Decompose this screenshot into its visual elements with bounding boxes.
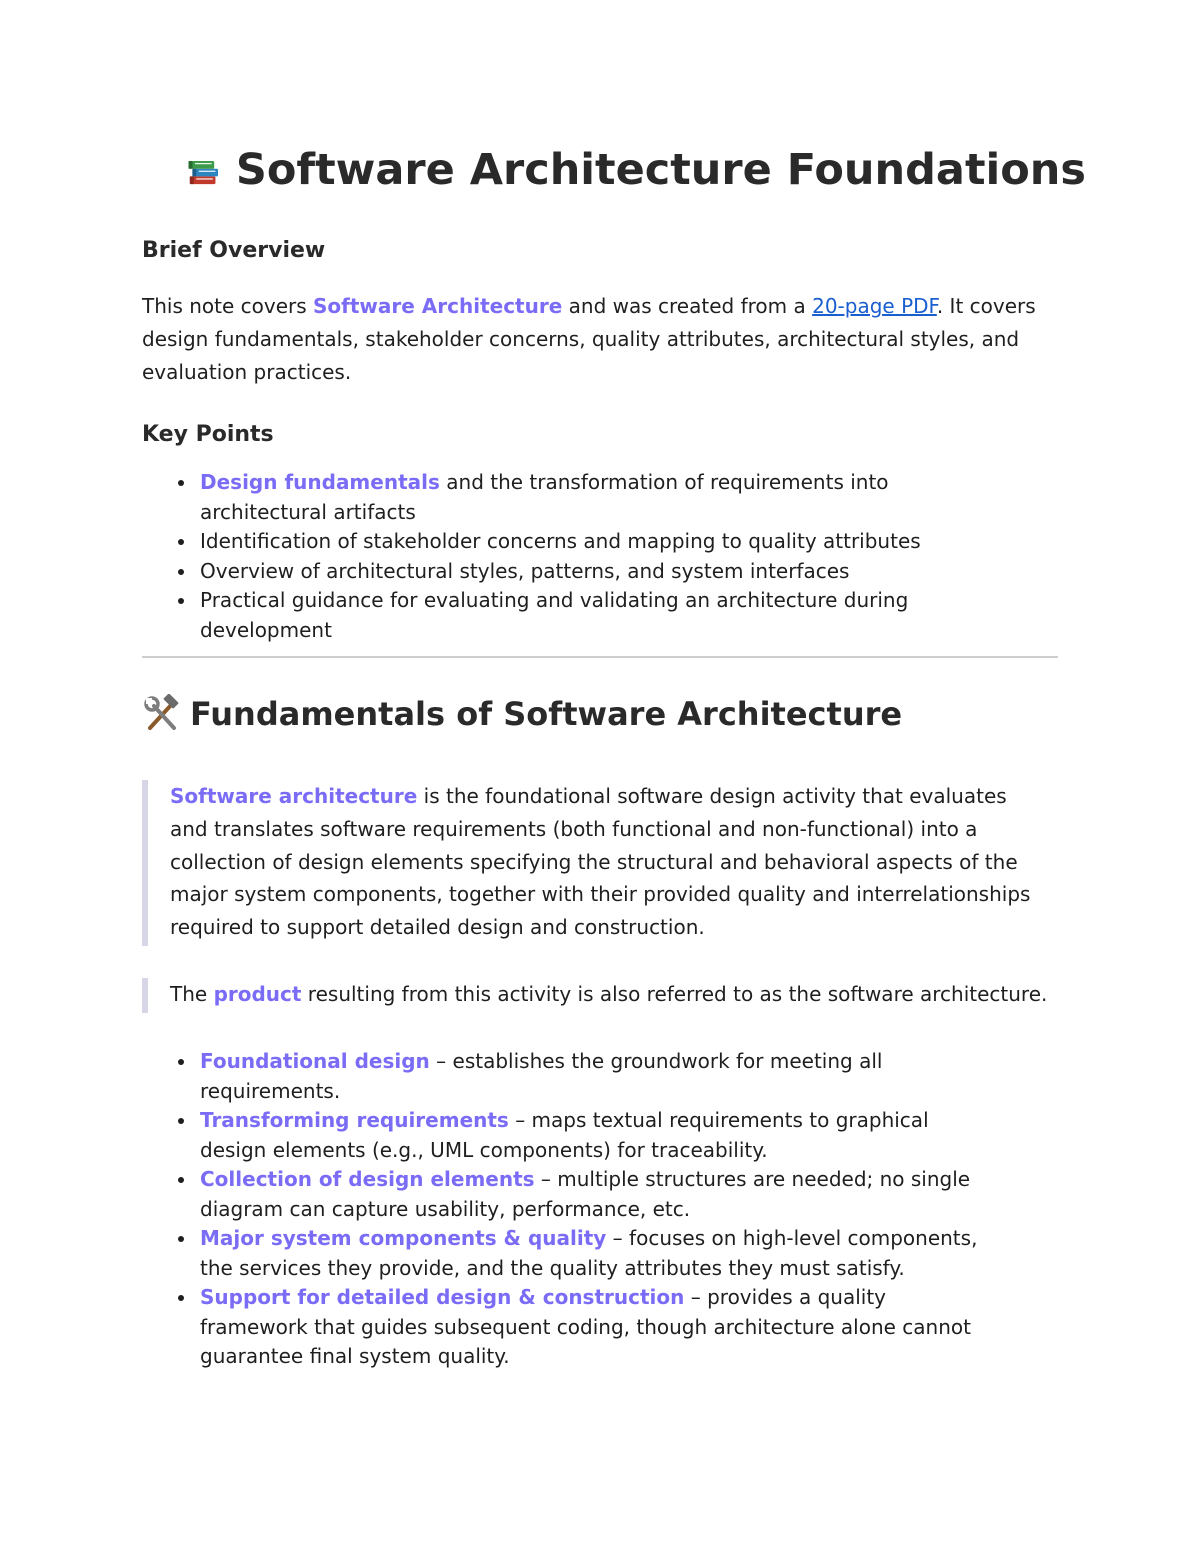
blockquote-text xyxy=(170,780,1050,944)
list-item xyxy=(142,1224,982,1283)
product-highlight: product xyxy=(213,982,302,1006)
item-highlight: Support for detailed design & construction xyxy=(200,1285,685,1309)
definition-blockquote xyxy=(142,780,1058,946)
key-point-text: Identification of stakeholder concerns and mapping to quality attributes xyxy=(200,529,921,553)
key-points-heading: Key Points xyxy=(142,422,274,447)
item-text: – focuses on high-level components, the services they provide, and the quality attributes they must satisfy. xyxy=(200,1226,978,1280)
pdf-link[interactable]: 20-page PDF xyxy=(812,294,937,318)
key-points-list xyxy=(142,468,942,645)
list-item xyxy=(142,1047,982,1106)
overview-highlight: Software Architecture xyxy=(313,294,563,318)
item-text: – establishes the groundwork for meeting all requirements. xyxy=(200,1049,883,1103)
key-point-text: Practical guidance for evaluating and validating an architecture during development xyxy=(200,588,909,642)
overview-text-2: and was created from a xyxy=(562,294,813,318)
item-text: – maps textual requirements to graphical design elements (e.g., UML components) for traceability. xyxy=(200,1108,929,1162)
list-item xyxy=(142,1106,982,1165)
item-highlight: Foundational design xyxy=(200,1049,430,1073)
definition-text: is the foundational software design activity that evaluates and translates software requirements (both functional and non-functional) into a collection of design elements specifying the structural and behavioral aspects of the major system components, together with their provided quality and interrelationships required to support detailed design and construction. xyxy=(170,784,1031,940)
fundamentals-heading xyxy=(142,694,902,734)
fundamentals-heading-text: Fundamentals of Software Architecture xyxy=(190,695,903,733)
product-blockquote xyxy=(142,978,1058,1013)
key-point-highlight: Design fundamentals xyxy=(200,470,440,494)
product-text-1: The xyxy=(170,982,214,1006)
definition-highlight: Software architecture xyxy=(170,784,418,808)
page-title-text: Software Architecture Foundations xyxy=(235,145,1086,195)
list-item xyxy=(142,586,942,645)
list-item xyxy=(142,557,942,587)
product-text-2: resulting from this activity is also referred to as the software architecture. xyxy=(301,982,1048,1006)
list-item xyxy=(142,527,942,557)
hammer-wrench-icon xyxy=(142,694,182,734)
key-point-text: Overview of architectural styles, patterns, and system interfaces xyxy=(200,558,850,583)
overview-paragraph xyxy=(142,290,1058,389)
list-item xyxy=(142,1283,982,1372)
key-point-text: and the transformation of requirements into architectural artifacts xyxy=(200,470,889,524)
item-text: – provides a quality framework that guides subsequent coding, though architecture alone cannot guarantee final system quality. xyxy=(200,1285,971,1368)
overview-text-1: This note covers xyxy=(142,294,314,318)
page-title xyxy=(186,142,1086,198)
section-divider xyxy=(142,656,1058,658)
list-item xyxy=(142,1165,982,1224)
item-highlight: Major system components & quality xyxy=(200,1226,607,1250)
blockquote-bar xyxy=(142,780,148,946)
item-highlight: Collection of design elements xyxy=(200,1167,535,1191)
list-item xyxy=(142,468,942,527)
overview-text-3: . It covers design fundamentals, stakeholder concerns, quality attributes, architectural styles, and evaluation practices. xyxy=(142,294,1036,384)
blockquote-bar xyxy=(142,978,148,1013)
item-highlight: Transforming requirements xyxy=(200,1108,509,1132)
item-text: – multiple structures are needed; no single diagram can capture usability, performance, etc. xyxy=(200,1167,971,1221)
brief-overview-heading: Brief Overview xyxy=(142,238,326,263)
blockquote-text xyxy=(170,978,1050,1011)
fundamentals-list xyxy=(142,1047,982,1372)
books-icon xyxy=(186,142,222,198)
